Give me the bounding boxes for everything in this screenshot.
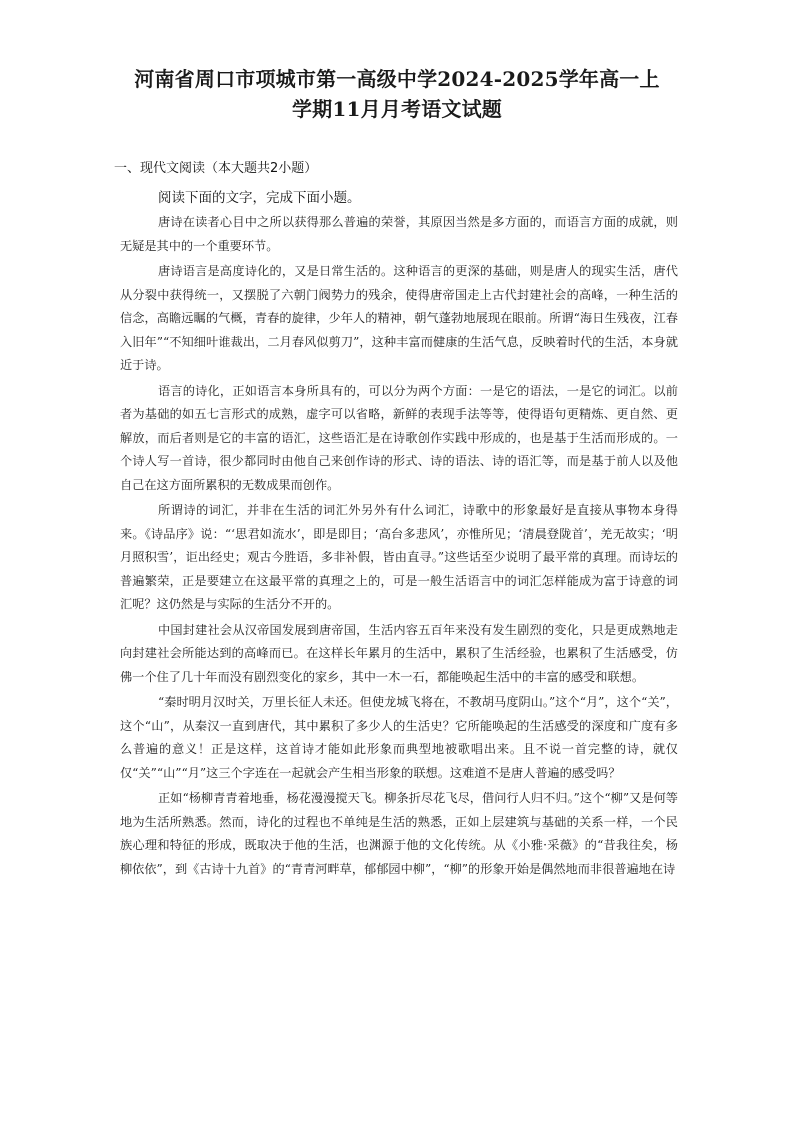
reading-passage [120, 211, 678, 881]
passage-paragraph: 正如“杨柳青青着地垂，杨花漫漫搅天飞。柳条折尽花飞尽，借问行人归不归。”这个“柳”又是何等地为生活所熟悉。然而，诗化的过程也不单纯是生活的熟悉，正如上层建筑与基础的关系一样，一个民族心理和特征的形成，既取决于他的生活，也渊源于他的文化传统。从《小雅·采薇》的“昔我往矣，杨柳依依”，到《古诗十九首》的“青青河畔草，郁郁园中柳”，“柳”的形象开始是偶然地而非很普遍地在诗 [120, 791, 678, 876]
passage-paragraph: 唐诗在读者心目中之所以获得那么普遍的荣誉，其原因当然是多方面的，而语言方面的成就，则无疑是其中的一个重要环节。 [120, 215, 678, 253]
reading-instruction: 阅读下面的文字，完成下面小题。 [158, 190, 361, 206]
passage-paragraph: 语言的诗化，正如语言本身所具有的，可以分为两个方面：一是它的语法，一是它的词汇。以前者为基础的如五七言形式的成熟，虚字可以省略，新鲜的表现手法等等，使得语句更精炼、更自然、更解放，而后者则是它的丰富的语汇，这些语汇是在诗歌创作实践中形成的，也是基于生活而形成的。一个诗人写一首诗，很少都同时由他自己来创作诗的形式、诗的语法、诗的语汇等，而是基于前人以及他自己在这方面所累积的无数成果而创作。 [120, 383, 678, 492]
passage-paragraph: 中国封建社会从汉帝国发展到唐帝国，生活内容五百年来没有发生剧烈的变化，只是更成熟地走向封建社会所能达到的高峰而已。在这样长年累月的生活中，累积了生活经验，也累积了生活感受，仿佛一个住了几十年而没有剧烈变化的家乡，其中一木一石，都能唤起生活中的丰富的感受和联想。 [120, 622, 678, 684]
title-line-1: 河南省周口市项城市第一高级中学2024-2025学年高一上 [134, 67, 660, 91]
title-line-2: 学期11月月考语文试题 [291, 97, 503, 121]
page-title [116, 64, 678, 124]
passage-paragraph: 所谓诗的词汇，并非在生活的词汇外另外有什么词汇，诗歌中的形象最好是直接从事物本身得来。《诗品序》说：“‘思君如流水’，即是即目；‘高台多悲风’，亦惟所见；‘清晨登陇首’，羌无故实；‘明月照积雪’，讵出经史；观古今胜语，多非补假，皆由直寻。”这些话至少说明了最平常的真理。而诗坛的普遍繁荣，正是要建立在这最平常的真理之上的，可是一般生活语言中的词汇怎样能成为富于诗意的词汇呢？这仍然是与实际的生活分不开的。 [120, 503, 678, 611]
passage-paragraph: 唐诗语言是高度诗化的，又是日常生活的。这种语言的更深的基础，则是唐人的现实生活，唐代从分裂中获得统一，又摆脱了六朝门阀势力的残余，使得唐帝国走上古代封建社会的高峰，一种生活的信念，高瞻远瞩的气概，青春的旋律，少年人的精神，朝气蓬勃地展现在眼前。所谓“海日生残夜，江春入旧年”“不知细叶谁裁出，二月春风似剪刀”，这种丰富而健康的生活气息，反映着时代的生活，本身就近于诗。 [120, 264, 678, 372]
section-heading: 一、现代文阅读（本大题共2小题） [114, 161, 318, 176]
passage-paragraph: “秦时明月汉时关，万里长征人未还。但使龙城飞将在，不教胡马度阴山。”这个“月”，这个“关”，这个“山”，从秦汉一直到唐代，其中累积了多少人的生活史？它所能唤起的生活感受的深度和广度有多么普遍的意义！正是这样，这首诗才能如此形象而典型地被歌唱出来。且不说一首完整的诗，就仅仅“关”“山”“月”这三个字连在一起就会产生相当形象的联想。这难道不是唐人普遍的感受吗？ [120, 695, 678, 780]
